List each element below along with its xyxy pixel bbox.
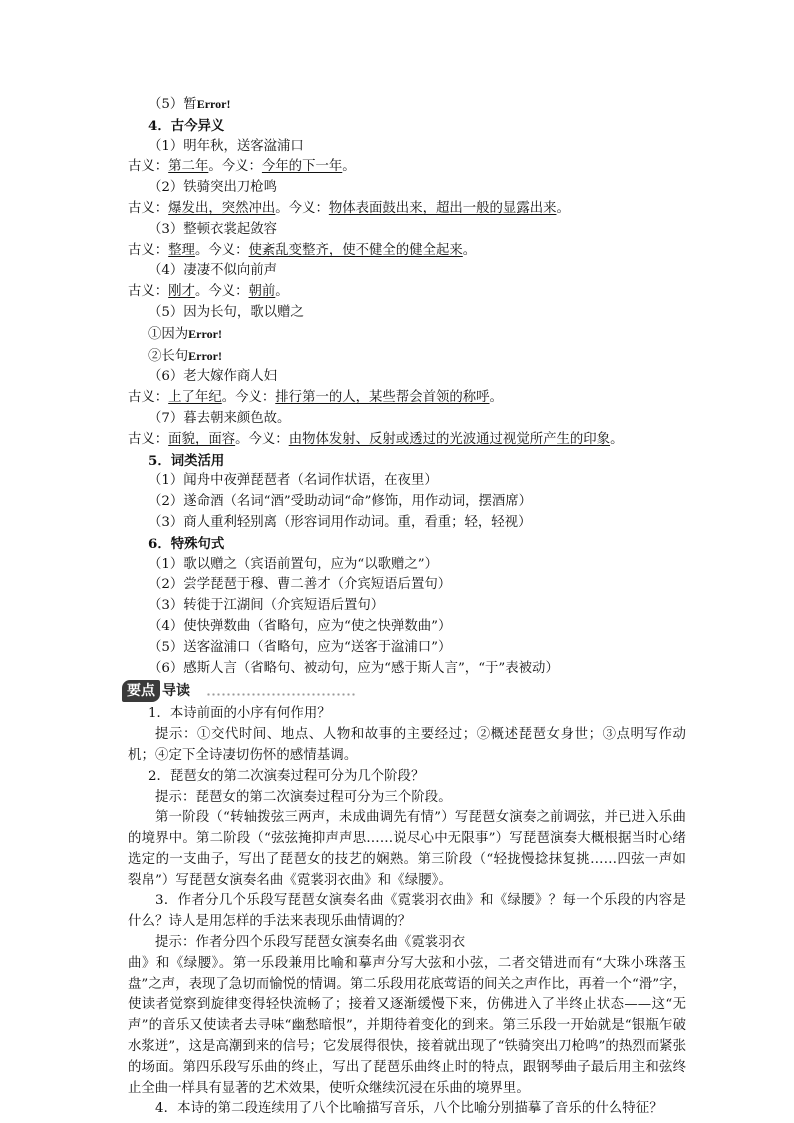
banner-label-daodu: 导读 xyxy=(162,683,190,700)
gujin-2-title: （2）铁骑突出刀枪鸣 xyxy=(148,180,278,196)
error-field: Error! xyxy=(188,348,222,363)
answer-3-rest: 曲》和《绿腰》。第一乐段兼用比喻和摹声分写大弦和小弦，二者交错进而有“大珠小珠落玉盘”之声，表现了急切而愉悦的情调。第二乐段用花底莺语的间关之声作比，再着一个“滑”字，使读者觉察到旋律变得轻快流畅了；接着又逐渐缓慢下来，仿佛进入了半终止状态——这“无声”的音乐又使读者去寻味“幽愁暗恨”，并期待着变化的到来。第三乐段一开始就是“银瓶乍破水浆迸”，这是高潮到来的信号；它发展得很快，接着就出现了“铁骑突出刀枪鸣”的热烈而紧张的场面。第四乐段写乐曲的终止，写出了琵琶乐曲终止时的特点，跟钢琴曲子最后用主和弦终止全曲一样具有显著的艺术效果，使听众继续沉浸在乐曲的境界里。 xyxy=(128,955,686,1096)
question-1: 1．本诗前面的小序有何作用？ xyxy=(148,706,331,722)
gujin-3-title: （3）整顿衣裳起敛容 xyxy=(148,221,278,237)
teshu-2: （2）尝学琵琶于穆、曹二善才（介宾短语后置句） xyxy=(148,577,452,593)
gujin-6-title: （6）老大嫁作商人妇 xyxy=(148,369,278,385)
section-banner-yaodian-daodu xyxy=(122,680,686,704)
heading-teshu-jushi: 6．特殊句式 xyxy=(148,535,225,552)
teshu-6: （6）感斯人言（省略句、被动句，应为“感于斯人言”，“于”表被动） xyxy=(148,660,559,676)
teshu-4: （4）使快弹数曲（省略句，应为“使之快弹数曲”） xyxy=(148,618,452,634)
label: 古义： xyxy=(128,200,169,216)
question-4: 4．本诗的第二段连续用了八个比喻描写音乐，八个比喻分别描摹了音乐的什么特征？ xyxy=(155,1101,663,1117)
item-5-zan xyxy=(128,94,686,116)
gujin-5-sub1 xyxy=(128,324,686,346)
modern-meaning: 由物体发射、反射或透过的光波通过视觉所产生的印象 xyxy=(288,431,611,447)
label: 古义： xyxy=(128,390,169,406)
label: 古义： xyxy=(128,431,169,447)
gujin-5-title: （5）因为长句，歌以赠之 xyxy=(148,304,304,320)
teshu-5: （5）送客湓浦口（省略句，应为“送客于湓浦口”） xyxy=(148,639,452,655)
label: 古义： xyxy=(128,284,169,300)
error-field: Error! xyxy=(196,97,231,111)
answer-2-detail: 第一阶段（“转轴拨弦三两声，未成曲调先有情”）写琵琶女演奏之前调弦，并已进入乐曲的境界中。第二阶段（“弦弦掩抑声声思……说尽心中无限事”）写琵琶演奏大概根据当时心绪选定的一支曲子，写出了琵琶女的技艺的娴熟。第三阶段（“轻拢慢捻抹复挑……四弦一声如裂帛”）写琵琶女演奏名曲《霓裳羽衣曲》和《绿腰》。 xyxy=(128,810,686,888)
label: 古义： xyxy=(128,242,169,258)
label: 古义： xyxy=(128,159,169,175)
document-body xyxy=(128,94,686,1120)
item-text: ②长句 xyxy=(148,348,189,364)
item-text: （5）暂 xyxy=(148,97,197,112)
cilei-3: （3）商人重利轻别离（形容词用作动词。重，看重；轻，轻视） xyxy=(148,514,532,530)
ancient-meaning: 刚才 xyxy=(168,284,195,300)
heading-gujin-yiyi: 4．古今异义 xyxy=(148,117,225,134)
punct: 。 xyxy=(610,431,624,447)
ancient-meaning: 面貌，面容 xyxy=(168,431,236,447)
gujin-1-meaning xyxy=(128,157,686,178)
punct: 。 xyxy=(342,159,356,175)
punct: 。 xyxy=(462,242,477,258)
banner-dots-decoration xyxy=(206,692,356,697)
label: 。今义： xyxy=(221,390,276,406)
label: 。今义： xyxy=(208,159,262,175)
item-text: ①因为 xyxy=(148,326,189,342)
cilei-1: （1）闻舟中夜弹琵琶者（名词作状语，在夜里） xyxy=(148,473,438,489)
gujin-2-meaning xyxy=(128,199,686,220)
ancient-meaning: 爆发出，突然冲出 xyxy=(168,200,276,216)
heading-cilei-huoyong: 5．词类活用 xyxy=(148,452,225,469)
label: 。今义： xyxy=(194,242,249,258)
label: 。今义： xyxy=(235,431,289,447)
error-field: Error! xyxy=(188,326,222,341)
ancient-meaning: 第二年 xyxy=(168,159,209,175)
ancient-meaning: 整理 xyxy=(168,242,195,258)
gujin-7-meaning xyxy=(128,430,686,451)
question-2: 2．琵琶女的第二次演奏过程可分为几个阶段？ xyxy=(148,768,425,784)
ancient-meaning: 上了年纪 xyxy=(168,390,222,406)
modern-meaning: 物体表面鼓出来，超出一般的显露出来 xyxy=(328,200,557,216)
punct: 。 xyxy=(275,284,289,300)
question-3: 3．作者分几个乐段写琵琶女演奏名曲《霓裳羽衣曲》和《绿腰》？每一个乐段的内容是什么？诗人是用怎样的手法来表现乐曲情调的？ xyxy=(128,893,686,930)
gujin-6-meaning xyxy=(128,388,686,409)
punct: 。 xyxy=(489,390,503,406)
answer-2: 提示：琵琶女的第二次演奏过程可分为三个阶段。 xyxy=(155,789,452,805)
answer-1: 提示：①交代时间、地点、人物和故事的主要经过；②概述琵琶女身世；③点明写作动机；④定下全诗凄切伤怀的感情基调。 xyxy=(128,727,686,763)
teshu-3: （3）转徙于江湖间（介宾短语后置句） xyxy=(148,598,385,614)
punct: 。 xyxy=(556,200,570,216)
gujin-1-title: （1）明年秋，送客湓浦口 xyxy=(148,138,304,154)
banner-label-yaodian: 要点 xyxy=(122,680,160,702)
label: 。今义： xyxy=(194,284,249,300)
cilei-2: （2）遂命酒（名词“酒”受助动词“命”修饰，用作动词，摆酒席） xyxy=(148,494,533,510)
gujin-5-sub2 xyxy=(128,346,686,368)
answer-3-first: 提示：作者分四个乐段写琵琶女演奏名曲《霓裳羽衣 xyxy=(155,935,466,951)
modern-meaning: 今年的下一年 xyxy=(261,159,343,175)
teshu-1: （1）歌以赠之（宾语前置句，应为“以歌赠之”） xyxy=(148,556,439,572)
label: 。今义： xyxy=(275,200,329,216)
gujin-4-meaning xyxy=(128,282,686,303)
gujin-3-meaning xyxy=(128,241,686,262)
modern-meaning: 朝前 xyxy=(248,284,276,300)
gujin-7-title: （7）暮去朝来颜色故。 xyxy=(148,410,291,426)
modern-meaning: 排行第一的人，某些帮会首领的称呼 xyxy=(275,390,490,406)
modern-meaning: 使紊乱变整齐，使不健全的健全起来 xyxy=(248,242,463,258)
gujin-4-title: （4）凄凄不似向前声 xyxy=(148,263,278,279)
